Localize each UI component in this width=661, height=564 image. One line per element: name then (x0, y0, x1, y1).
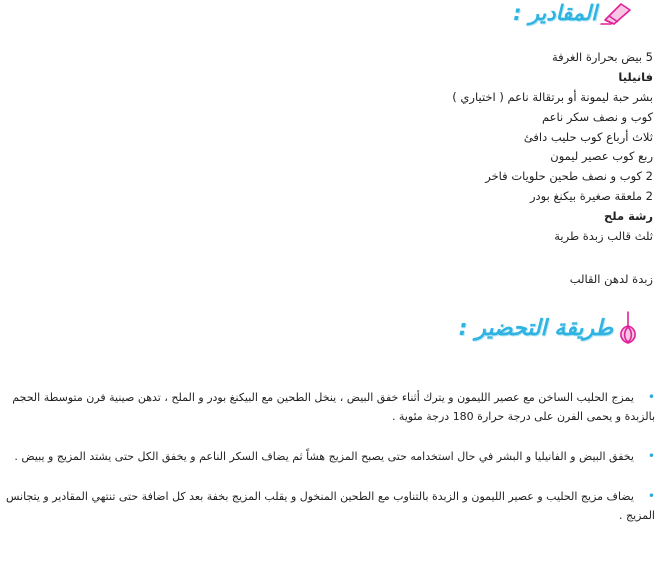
ingredients-list (13, 48, 653, 247)
butter-note: زبدة لدهن القالب (569, 272, 653, 286)
ingredient-item: كوب و نصف سكر ناعم (541, 109, 653, 124)
ingredients-heading (513, 0, 633, 26)
ingredient-item: 2 ملعقة صغيرة بيكنغ بودر (529, 189, 653, 204)
ingredients-title: المقادير : (513, 1, 597, 25)
step-item (5, 388, 655, 426)
ingredient-item: 2 كوب و نصف طحين حلويات فاخر (485, 169, 653, 184)
pink-eraser-icon (599, 0, 633, 26)
step-item (5, 487, 655, 525)
bullet-icon: • (647, 489, 655, 503)
bullet-icon: • (647, 449, 655, 463)
pink-whisk-icon (615, 310, 641, 346)
ingredient-item: بشر حبة ليمونة أو برتقالة ناعم ( اختياري ) (452, 89, 653, 104)
ingredient-item: 5 بيض بحرارة الغرفة (551, 50, 653, 64)
step-text: يخفق البيض و الفانيليا و البشر في حال استخدامه حتى يصبح المزيج هشاً ثم يضاف السكر الناعم و يخفق الكل حتى يشتد المزيج و يبيض . (14, 450, 634, 463)
step-text: يضاف مزيج الحليب و عصير الليمون و الزبدة بالتناوب مع الطحين المنخول و يقلب المزيج بخفة بعد كل اضافة حتى تنتهي المقادير و يتجانس المزيج . (6, 490, 655, 522)
preparation-heading (459, 310, 641, 346)
bullet-icon: • (647, 390, 655, 404)
preparation-steps (5, 388, 655, 525)
ingredient-item: ربع كوب عصير ليمون (550, 149, 653, 164)
preparation-title: طريقة التحضير : (458, 315, 613, 341)
step-text: يمزج الحليب الساخن مع عصير الليمون و يترك أثناء خفق البيض ، ينخل الطحين مع البيكنغ بودر و الملح ، تدهن صينية فرن متوسطة الحجم بالزبدة و يحمى الفرن على درجة حرارة 180 درجة مئوية . (12, 391, 655, 423)
ingredient-item: فانيليا (618, 69, 653, 84)
ingredient-item: ثلث قالب زبدة طرية (554, 229, 653, 244)
ingredient-item: رشة ملح (603, 209, 653, 224)
step-item (5, 447, 655, 466)
ingredient-item: ثلاث أرباع كوب حليب دافئ (523, 129, 653, 144)
